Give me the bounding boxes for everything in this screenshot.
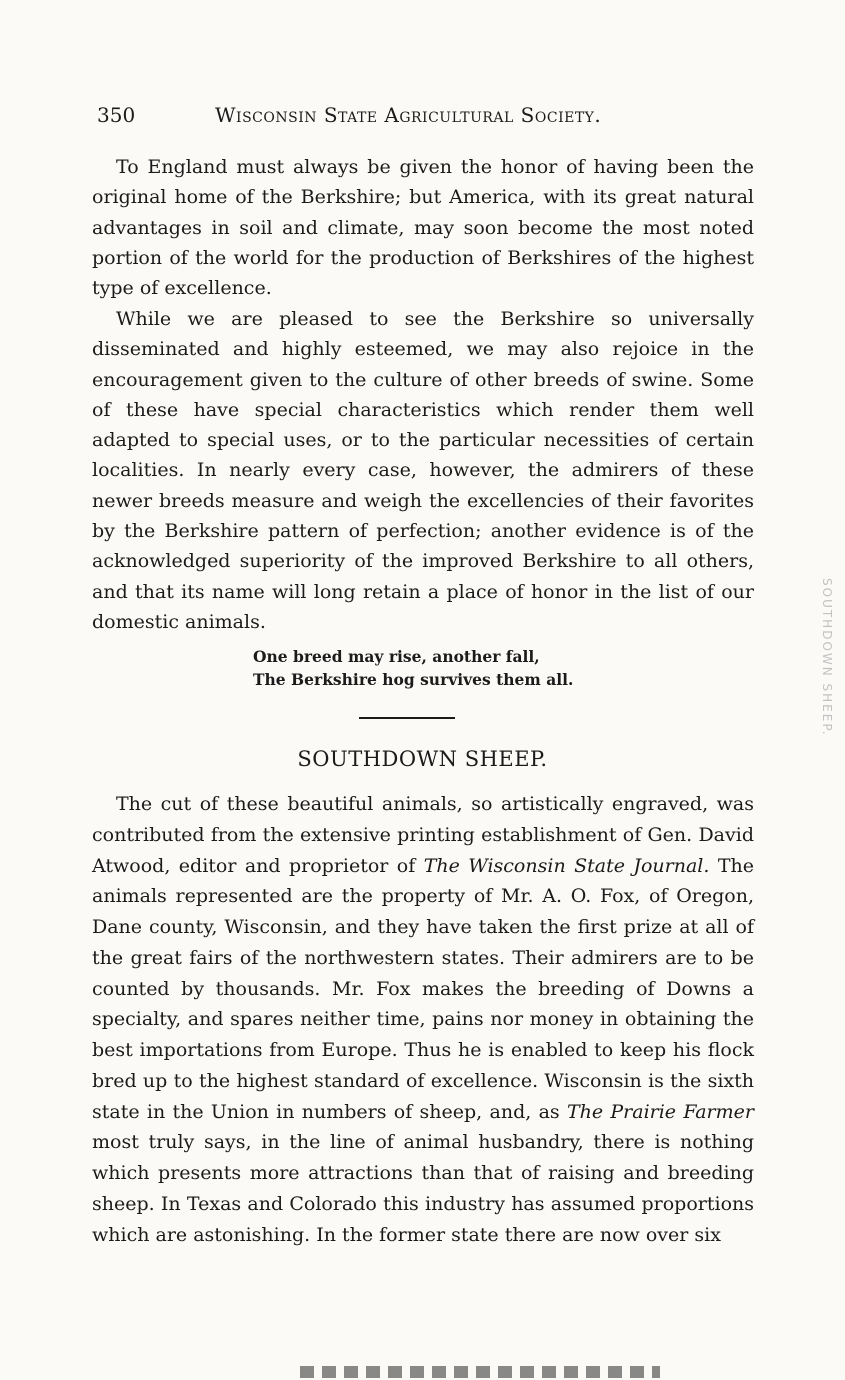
text-run: most truly says, in the line of animal husbandry, there is nothing which presents more attractions than that of raising and breeding sheep. In Texas and Colorado this industry has assumed proportions which are astonishing. In the former state there are now over six bbox=[92, 1131, 754, 1246]
running-title: Wisconsin State Agricultural Society. bbox=[215, 103, 602, 127]
text-run: The animals represented are the property of Mr. A. O. Fox, of Oregon, Dane county, Wisconsin, and they have taken the first prize at all of the great fairs of the northwestern states. Their admirers are to be counted by thousands. Mr. Fox makes the breeding of Downs a specialty, and spares neither time, pains nor money in obtaining the best importations from Europe. Thus he is enabled to keep his flock bred up to the highest standard of excellence. Wisconsin is the sixth state in the Union in numbers of sheep, and, as bbox=[92, 854, 755, 1123]
bleed-through-stamp: SOUTHDOWN SHEEP. bbox=[820, 578, 834, 737]
paragraph-text: While we are pleased to see the Berkshire so universally disseminated and highly esteemed, we may also rejoice in the encouragement given to the culture of other breeds of swine. Some of these have special characteristics which render them well adapted to special uses, or to the particular necessities of certain localities. In nearly every case, however, the admirers of these newer breeds measure and weigh the excellencies of their favorites by the Berkshire pattern of perfection; another evidence is of the acknowledged superiority of the improved Berkshire to all others, and that its name will long retain a place of honor in the list of our domestic animals. bbox=[92, 308, 754, 633]
section-heading: SOUTHDOWN SHEEP. bbox=[297, 747, 548, 771]
paragraph-berkshire-breeds bbox=[92, 304, 754, 637]
page-number: 350 bbox=[97, 103, 136, 127]
verse-line-1: One breed may rise, another fall, bbox=[253, 647, 540, 666]
running-header bbox=[97, 100, 657, 130]
verse-couplet bbox=[253, 645, 673, 691]
paragraph-southdown bbox=[92, 789, 754, 1250]
paragraph-text: To England must always be given the honor of having been the original home of the Berkshire; but America, with its great natural advantages in soil and climate, may soon become the most noted portion of the world for the production of Berkshires of the highest type of excellence. bbox=[92, 156, 754, 300]
section-divider bbox=[359, 717, 455, 719]
bleed-through-text bbox=[300, 1366, 660, 1378]
verse-line-2: The Berkshire hog survives them all. bbox=[253, 670, 574, 689]
journal-title: The Prairie Farmer bbox=[566, 1100, 754, 1123]
text-run: The cut of these beautiful animals, so artistically engraved, was contributed from the extensive printing establishment of Gen. David Atwood, editor and proprietor of bbox=[92, 793, 754, 877]
paragraph-berkshire-origin bbox=[92, 152, 754, 303]
journal-title: The Wisconsin State Journal. bbox=[423, 854, 710, 877]
paragraph-text bbox=[92, 789, 754, 1250]
